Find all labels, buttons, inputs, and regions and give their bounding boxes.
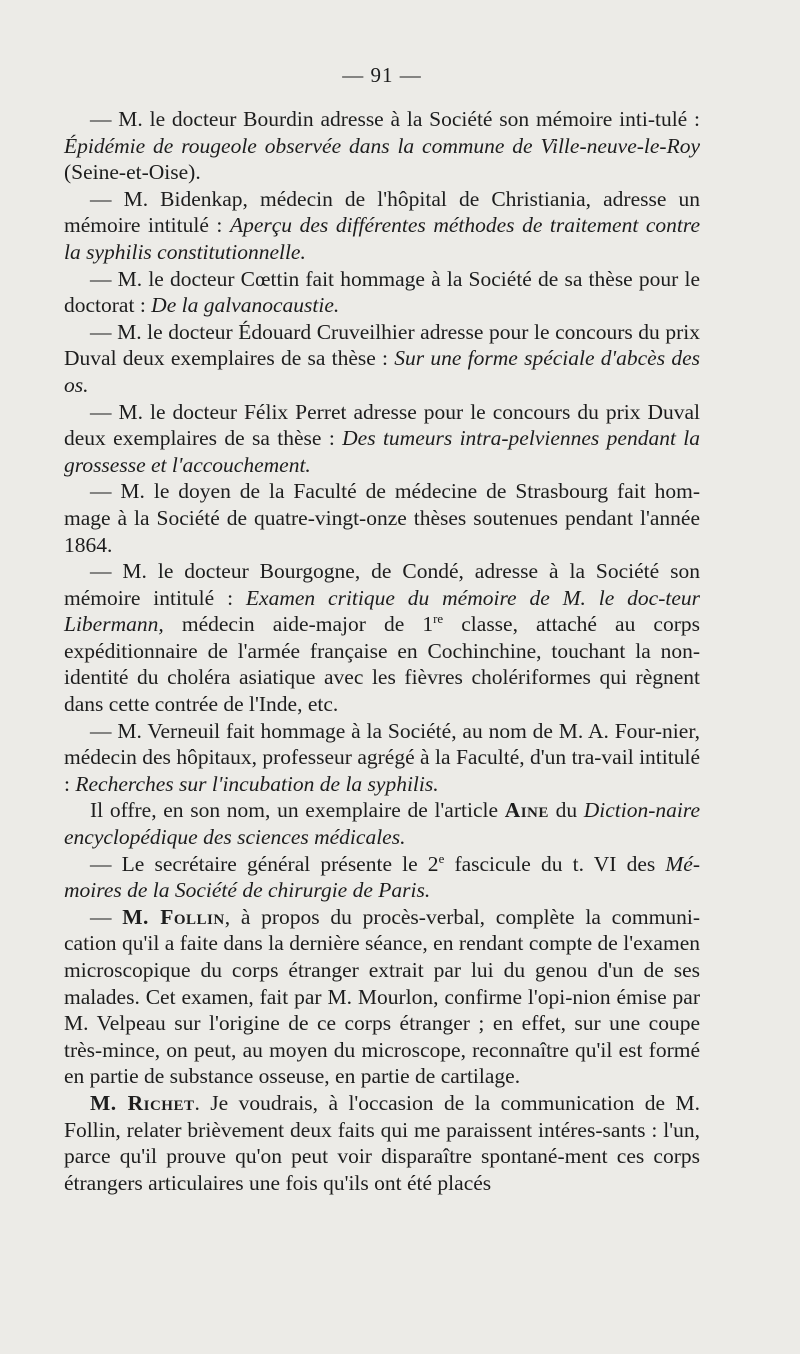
text-run: — M. le docteur Bourdin adresse à la Société son mémoire inti-tulé : (90, 107, 700, 131)
italic-title: Examen critique du mémoire de M. le doc-teur Libermann, (64, 585, 700, 637)
italic-title: Mé-moires de la Société de chirurgie de Paris. (64, 851, 700, 903)
small-caps-name: M. Follin (122, 904, 225, 929)
page-number: — 91 — (342, 63, 422, 87)
text-run: — M. Verneuil fait hommage à la Société, au nom de M. A. Four-nier, médecin des hôpitaux, professeur agrégé à la Faculté, d'un tra-vail intitulé : (64, 718, 700, 796)
body-text (64, 106, 700, 1196)
italic-title: Sur une forme spéciale d'abcès des os. (64, 346, 700, 397)
text-run: médecin aide-major de 1 (163, 612, 434, 637)
paragraph-cruveilhier (64, 319, 700, 399)
text-run: , à propos du procès-verbal, complète la communi-cation qu'il a faite dans la dernière séance, en rendant compte de l'examen microscopique du corps étranger extrait par lui du genou d'un de ses malades. Cet examen, fait par M. Mourlon, confirme l'opi-nion émise par M. Velpeau sur l'origine de ce corps étranger ; en effet, sur une coupe très-mince, on peut, au moyen du microscope, reconnaître qu'il est formé en partie de substance osseuse, en partie de cartilage. (64, 904, 701, 1089)
paragraph-coettin (64, 266, 700, 319)
text-run: fascicule du t. VI des (444, 851, 666, 876)
superscript: re (433, 612, 444, 627)
paragraph-secretaire (64, 851, 700, 904)
text-run: — Le secrétaire général présente le 2 (90, 851, 439, 876)
text-run: — M. le docteur Cœttin fait hommage à la Société de sa thèse pour le doctorat : (64, 266, 700, 318)
paragraph-follin (64, 904, 700, 1090)
paragraph-bourgogne (64, 558, 700, 718)
text-run: — M. le docteur Édouard Cruveilhier adresse pour le concours du prix Duval deux exemplaires de sa thèse : (64, 319, 700, 371)
text-run: Il offre, en son nom, un exemplaire de l'article (90, 798, 505, 823)
small-caps-name: M. Richet (90, 1090, 195, 1115)
paragraph-bourdin (64, 106, 700, 186)
paragraph-richet (64, 1090, 700, 1196)
text-run: (Seine-et-Oise). (64, 160, 201, 185)
text-run: — M. le doyen de la Faculté de médecine de Strasbourg fait hom-mage à la Société de quatre-vingt-onze thèses soutenues pendant l'année 1864. (64, 479, 700, 557)
text-run: — M. le docteur Félix Perret adresse pour le concours du prix Duval deux exemplaires de sa thèse : (64, 399, 700, 451)
italic-title: De la galvanocaustie. (151, 293, 340, 318)
paragraph-perret (64, 399, 700, 479)
italic-title: Recherches sur l'incubation de la syphilis. (75, 771, 439, 796)
paragraph-bidenkap (64, 186, 700, 266)
italic-title: Diction-naire encyclopédique des sciences médicales. (64, 798, 700, 850)
paragraph-verneuil (64, 718, 700, 798)
italic-title: Épidémie de rougeole observée dans la commune de Ville-neuve-le-Roy (64, 133, 700, 158)
text-run: du (548, 798, 584, 823)
text-run: classe, attaché au corps expéditionnaire de l'armée française en Cochinchine, touchant la non-identité du choléra asiatique avec les fièvres cholériformes qui règnent dans cette contrée de l'Inde, etc. (64, 612, 700, 717)
superscript: e (438, 851, 445, 866)
text-run: — M. Bidenkap, médecin de l'hôpital de Christiania, adresse un mémoire intitulé : (64, 186, 700, 238)
text-run: . Je voudrais, à l'occasion de la communication de M. Follin, relater brièvement deux faits qui me paraissent intéres-sants : l'un, parce qu'il prouve qu'on peut voir disparaître spontané-ment ces corps étrangers articulaires une fois qu'ils ont été placés (64, 1090, 701, 1195)
italic-title: Des tumeurs intra-pelviennes pendant la grossesse et l'accouchement. (64, 426, 700, 477)
paragraph-strasbourg (64, 478, 700, 558)
small-caps-name: Aine (504, 798, 549, 823)
paragraph-aine (64, 797, 700, 850)
text-run: — M. le docteur Bourgogne, de Condé, adresse à la Société son mémoire intitulé : (64, 559, 700, 610)
text-run: — (90, 904, 123, 929)
italic-title: Aperçu des différentes méthodes de traitement contre la syphilis constitutionnelle. (64, 213, 700, 264)
